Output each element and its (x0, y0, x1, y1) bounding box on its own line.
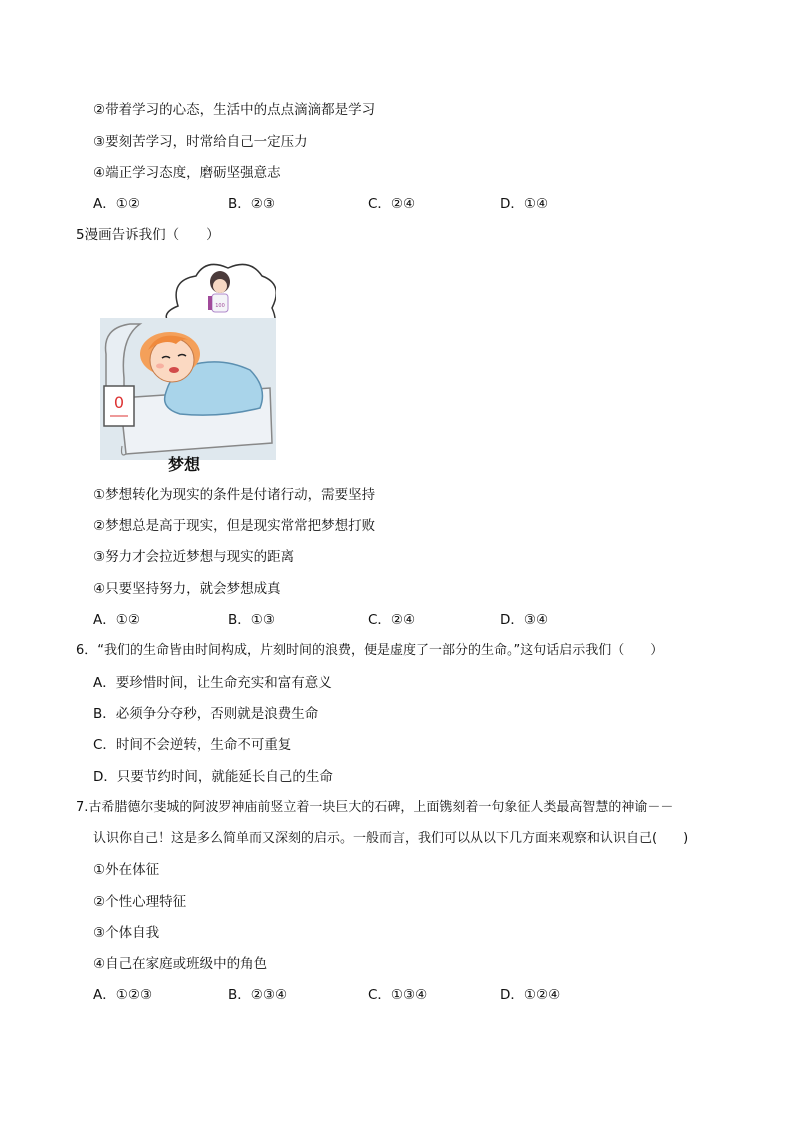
q7-item-4: ④自己在家庭或班级中的角色 (93, 956, 268, 972)
q4-item-4: ④端正学习态度，磨砺坚强意志 (93, 165, 281, 181)
q7-item-1: ①外在体征 (93, 862, 160, 878)
q4-item-2: ②带着学习的心态，生活中的点点滴滴都是学习 (93, 102, 376, 118)
q5-item-4: ④只要坚持努力，就会梦想成真 (93, 581, 281, 597)
q5-item-3: ③努力才会拉近梦想与现实的距离 (93, 549, 295, 565)
image-caption: 梦想 (168, 455, 201, 474)
q7-stem-line-2: 认识你自己！这是多么简单而又深刻的启示。一般而言，我们可以从以下几方面来观察和认识自己( ) (93, 831, 689, 846)
q6-option-d[interactable]: D．只要节约时间，就能延长自己的生命 (93, 769, 333, 785)
q7-option-b[interactable]: B．②③④ (228, 987, 288, 1003)
q7-option-d[interactable]: D．①②④ (500, 987, 561, 1003)
q4-option-c[interactable]: C．②④ (368, 196, 416, 212)
q4-item-3: ③要刻苦学习，时常给自己一定压力 (93, 134, 308, 150)
q7-option-a[interactable]: A．①②③ (93, 987, 153, 1003)
q7-stem-line-1: 7.古希腊德尔斐城的阿波罗神庙前竖立着一块巨大的石碑，上面镌刻着一句象征人类最高智慧的神谕－－ (76, 800, 674, 815)
q4-option-a[interactable]: A．①② (93, 196, 140, 212)
q5-option-b[interactable]: B．①③ (228, 612, 275, 628)
q4-option-b[interactable]: B．②③ (228, 196, 275, 212)
calendar-date: 0 (113, 393, 125, 412)
q6-option-a[interactable]: A．要珍惜时间，让生命充实和富有意义 (93, 675, 332, 691)
dream-cartoon-image (100, 258, 276, 474)
q5-stem: 5漫画告诉我们（ ） (76, 227, 220, 243)
q5-option-c[interactable]: C．②④ (368, 612, 416, 628)
q6-stem: 6．“我们的生命皆由时间构成，片刻时间的浪费，便是虚度了一部分的生命。”这句话启示我们（ ） (76, 643, 664, 658)
q6-option-b[interactable]: B．必须争分夺秒，否则就是浪费生命 (93, 706, 319, 722)
q7-item-3: ③个体自我 (93, 925, 160, 941)
q5-option-d[interactable]: D．③④ (500, 612, 549, 628)
q4-option-d[interactable]: D．①④ (500, 196, 549, 212)
q5-item-2: ②梦想总是高于现实，但是现实常常把梦想打败 (93, 518, 376, 534)
q5-option-a[interactable]: A．①② (93, 612, 140, 628)
pillow-text: 100 (215, 303, 225, 309)
q6-option-c[interactable]: C．时间不会逆转，生命不可重复 (93, 737, 292, 753)
q7-option-c[interactable]: C．①③④ (368, 987, 428, 1003)
q5-item-1: ①梦想转化为现实的条件是付诸行动，需要坚持 (93, 487, 376, 503)
calendar (104, 386, 134, 426)
q7-item-2: ②个性心理特征 (93, 894, 187, 910)
